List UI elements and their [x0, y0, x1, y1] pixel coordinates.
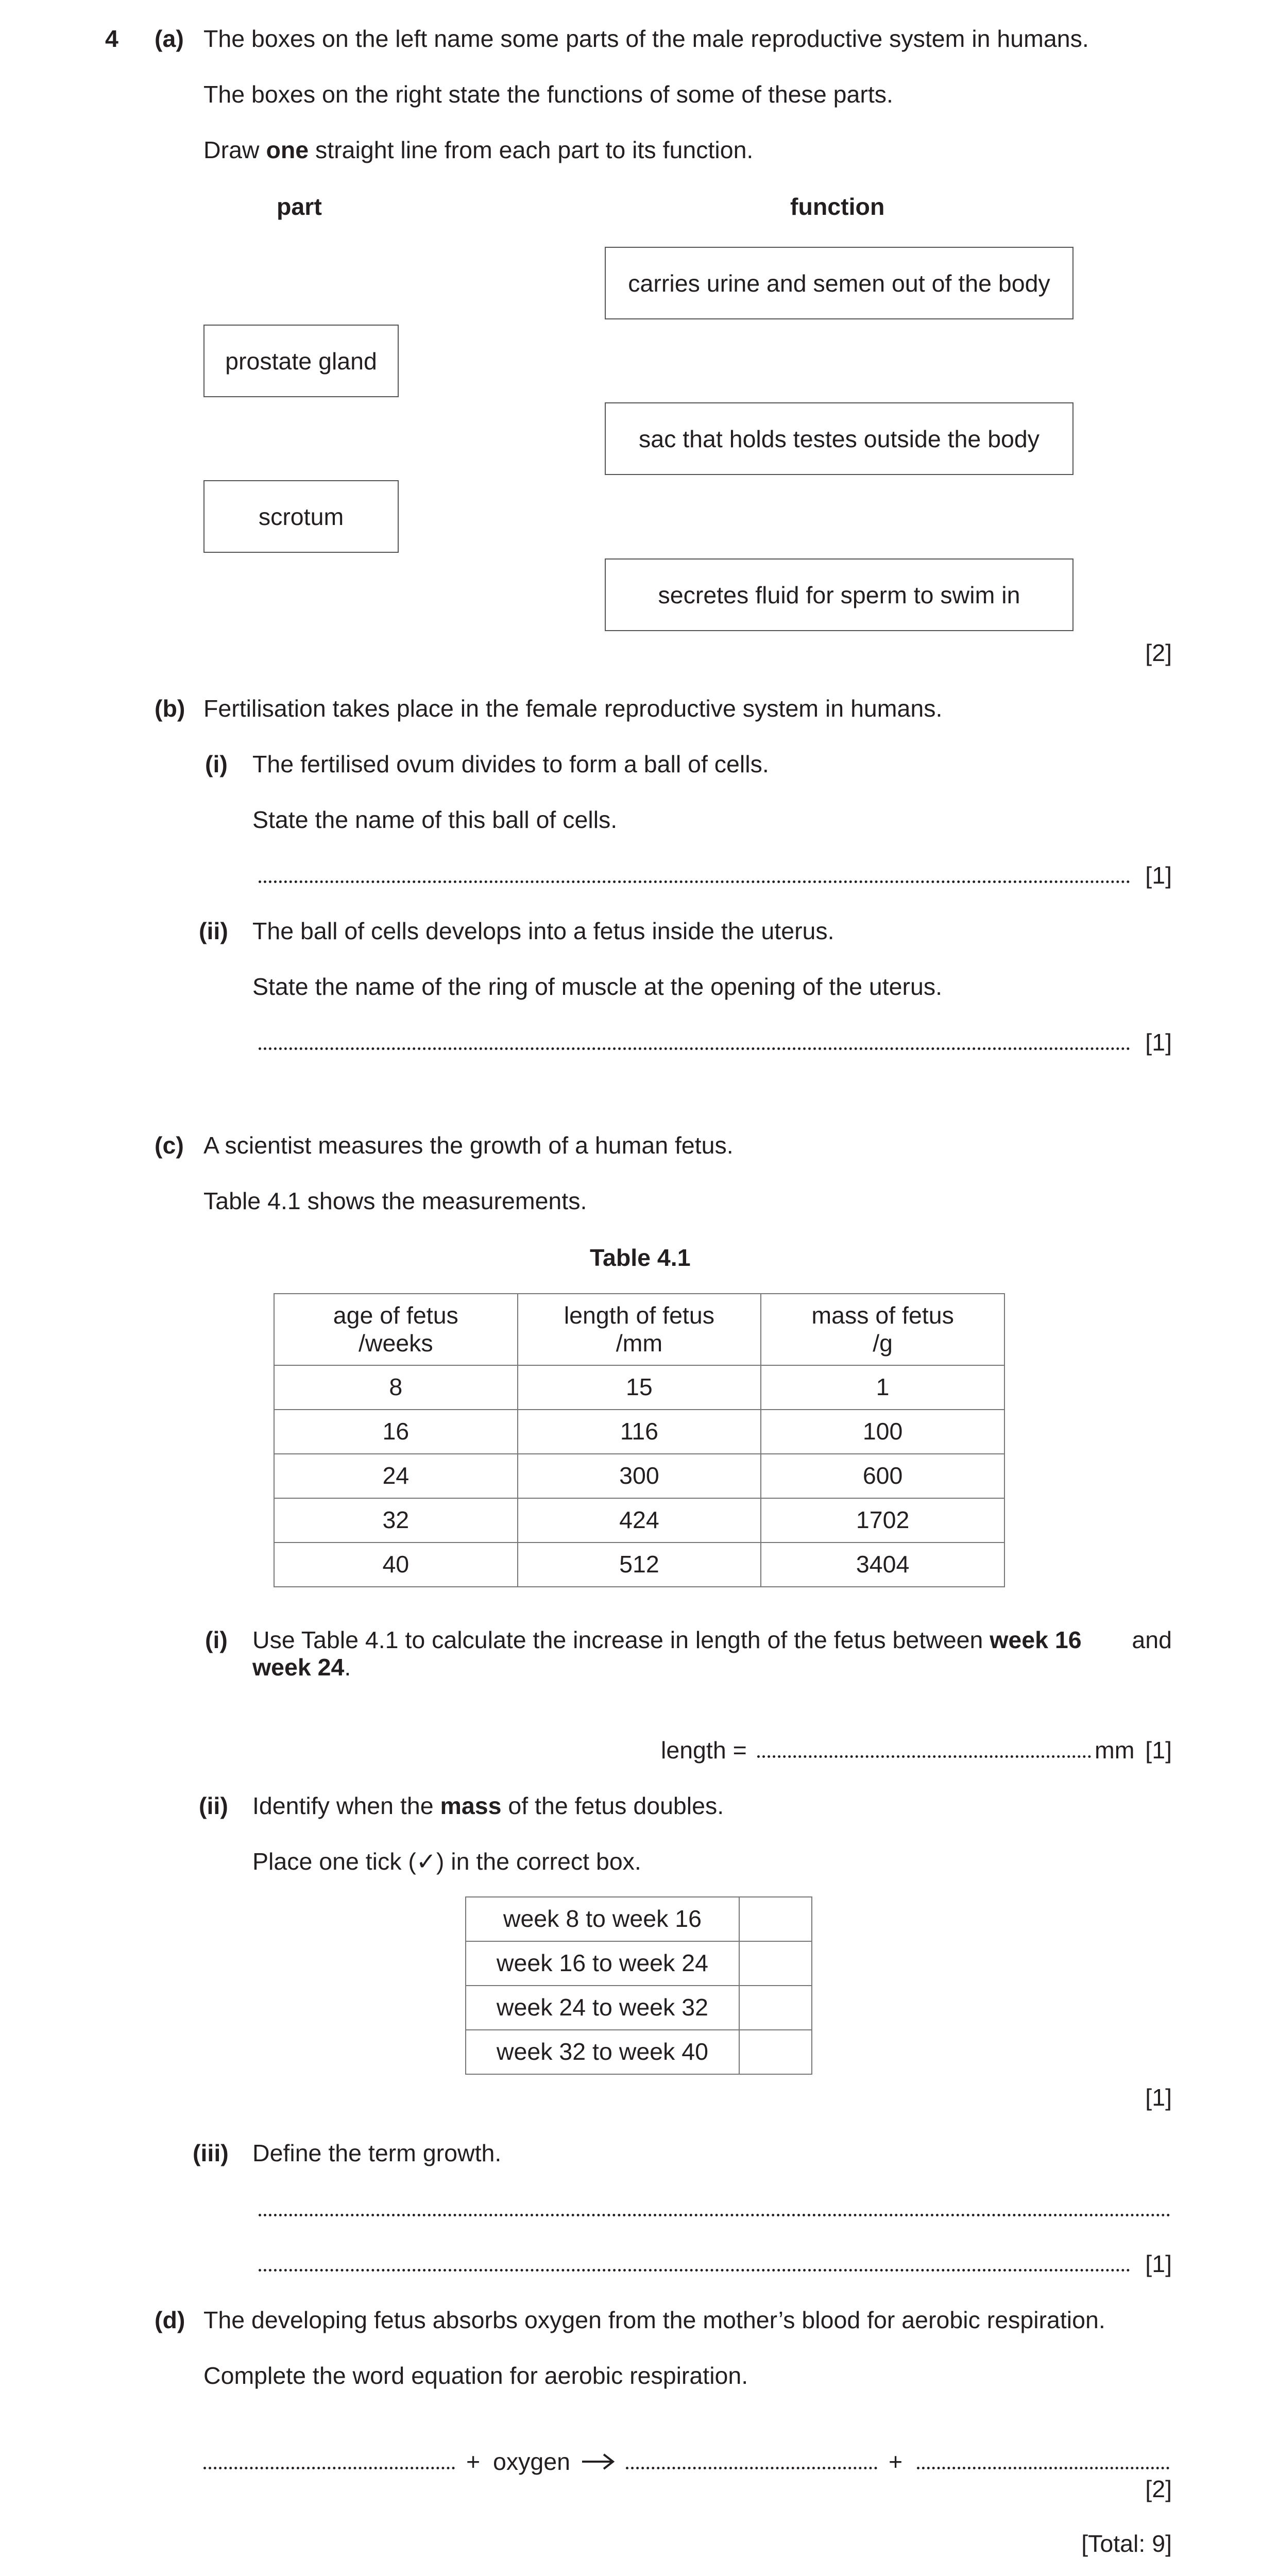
part-box-prostate-gland[interactable] — [203, 325, 399, 397]
cell-age: 40 — [274, 1543, 518, 1587]
equation-blank-2[interactable] — [626, 2467, 877, 2469]
column-header-function: function — [790, 193, 885, 220]
option-row — [466, 2030, 812, 2074]
column-header-part: part — [277, 193, 322, 220]
part-b-i-line2: State the name of this ball of cells. — [252, 806, 618, 833]
part-b-i-line1: The fertilised ovum divides to form a ball of cells. — [252, 751, 769, 777]
tick-box[interactable] — [739, 2030, 812, 2074]
answer-line-c-iii-1[interactable] — [259, 2214, 1170, 2216]
part-label: scrotum — [258, 503, 344, 530]
equation-blank-3[interactable] — [917, 2467, 1169, 2469]
growth-table — [274, 1293, 1005, 1587]
part-c-table-ref: Table 4.1 shows the measurements. — [203, 1188, 587, 1214]
cell-mass: 100 — [761, 1410, 1004, 1454]
answer-line-length[interactable] — [757, 1755, 1091, 1758]
marks-a: [2] — [1145, 639, 1172, 666]
function-label: carries urine and semen out of the body — [628, 269, 1050, 297]
part-c-iii-label: (iii) — [193, 2140, 229, 2166]
cell-length: 424 — [518, 1498, 761, 1543]
cell-mass: 1702 — [761, 1498, 1004, 1543]
part-c-i-line2: week 24. — [252, 1654, 351, 1681]
cell-length: 300 — [518, 1454, 761, 1498]
part-c-iii-line1: Define the term growth. — [252, 2140, 502, 2166]
table-row — [274, 1498, 1004, 1543]
table-row — [274, 1365, 1004, 1410]
tick-box-table — [465, 1896, 812, 2075]
function-label: sac that holds testes outside the body — [638, 425, 1040, 452]
marks-c-i: [1] — [1145, 1737, 1172, 1764]
marks-b-ii: [1] — [1145, 1029, 1172, 1056]
cell-mass: 600 — [761, 1454, 1004, 1498]
cell-length: 15 — [518, 1365, 761, 1410]
option-label: week 8 to week 16 — [466, 1897, 739, 1941]
equation-blank-1[interactable] — [203, 2467, 455, 2469]
tick-box[interactable] — [739, 1897, 812, 1941]
plus-sign: + — [466, 2448, 481, 2475]
part-label: prostate gland — [225, 347, 377, 375]
part-a-line1: The boxes on the left name some parts of the male reproductive system in humans. — [203, 25, 1089, 52]
option-row — [466, 1986, 812, 2030]
answer-line-b-ii[interactable] — [259, 1047, 1130, 1050]
option-label: week 16 to week 24 — [466, 1941, 739, 1986]
part-d-line2: Complete the word equation for aerobic respiration. — [203, 2362, 748, 2389]
answer-line-c-iii-2[interactable] — [259, 2269, 1130, 2272]
cell-age: 24 — [274, 1454, 518, 1498]
part-d-line1: The developing fetus absorbs oxygen from the mother’s blood for aerobic respiration. — [203, 2307, 1105, 2333]
part-b-i-label: (i) — [205, 751, 228, 777]
table-row — [274, 1410, 1004, 1454]
part-c-ii-line1: Identify when the mass of the fetus doubles. — [252, 1792, 724, 1819]
option-label: week 24 to week 32 — [466, 1986, 739, 2030]
part-a-line3: Draw one straight line from each part to its function. — [203, 137, 754, 163]
part-c-ii-line2: Place one tick (✓) in the correct box. — [252, 1848, 641, 1875]
header-length: length of fetus /mm — [518, 1294, 761, 1365]
cell-age: 16 — [274, 1410, 518, 1454]
cell-age: 8 — [274, 1365, 518, 1410]
answer-line-b-i[interactable] — [259, 880, 1130, 883]
answer-label-length: length = — [661, 1737, 747, 1764]
part-c-i-label: (i) — [205, 1626, 228, 1653]
part-b-ii-line1: The ball of cells develops into a fetus inside the uterus. — [252, 918, 834, 944]
part-a-label: (a) — [155, 25, 184, 52]
part-box-scrotum[interactable] — [203, 480, 399, 553]
option-row — [466, 1897, 812, 1941]
option-label: week 32 to week 40 — [466, 2030, 739, 2074]
header-age: age of fetus /weeks — [274, 1294, 518, 1365]
function-box-urethra[interactable] — [605, 247, 1073, 319]
marks-c-ii: [1] — [1145, 2084, 1172, 2111]
part-c-intro: A scientist measures the growth of a human fetus. — [203, 1132, 734, 1159]
cell-age: 32 — [274, 1498, 518, 1543]
part-d-label: (d) — [155, 2307, 185, 2333]
marks-d: [2] — [1145, 2476, 1172, 2502]
header-mass: mass of fetus /g — [761, 1294, 1004, 1365]
question-number: 4 — [105, 25, 118, 52]
cell-length: 512 — [518, 1543, 761, 1587]
part-b-ii-line2: State the name of the ring of muscle at the opening of the uterus. — [252, 973, 943, 1000]
function-box-prostate[interactable] — [605, 558, 1073, 631]
unit-mm: mm — [1095, 1737, 1135, 1764]
part-c-ii-label: (ii) — [199, 1792, 228, 1819]
table-row — [274, 1454, 1004, 1498]
tick-box[interactable] — [739, 1941, 812, 1986]
plus-sign: + — [889, 2448, 903, 2475]
equation-oxygen: oxygen — [493, 2448, 570, 2475]
part-a-line2: The boxes on the right state the functions of some of these parts. — [203, 81, 893, 108]
part-c-i-line1: Use Table 4.1 to calculate the increase in length of the fetus between week 16 and — [252, 1626, 1172, 1653]
cell-length: 116 — [518, 1410, 761, 1454]
cell-mass: 3404 — [761, 1543, 1004, 1587]
total-marks: [Total: 9] — [1081, 2530, 1172, 2557]
part-c-label: (c) — [155, 1132, 184, 1159]
option-row — [466, 1941, 812, 1986]
part-b-label: (b) — [155, 695, 185, 722]
tick-box[interactable] — [739, 1986, 812, 2030]
part-b-intro: Fertilisation takes place in the female reproductive system in humans. — [203, 695, 943, 722]
table-row — [274, 1543, 1004, 1587]
marks-c-iii: [1] — [1145, 2250, 1172, 2277]
cell-mass: 1 — [761, 1365, 1004, 1410]
table-title: Table 4.1 — [590, 1244, 691, 1271]
function-label: secretes fluid for sperm to swim in — [658, 581, 1020, 608]
part-b-ii-label: (ii) — [199, 918, 228, 944]
function-box-scrotum[interactable] — [605, 402, 1073, 475]
arrow-icon — [581, 2451, 615, 2472]
marks-b-i: [1] — [1145, 862, 1172, 889]
